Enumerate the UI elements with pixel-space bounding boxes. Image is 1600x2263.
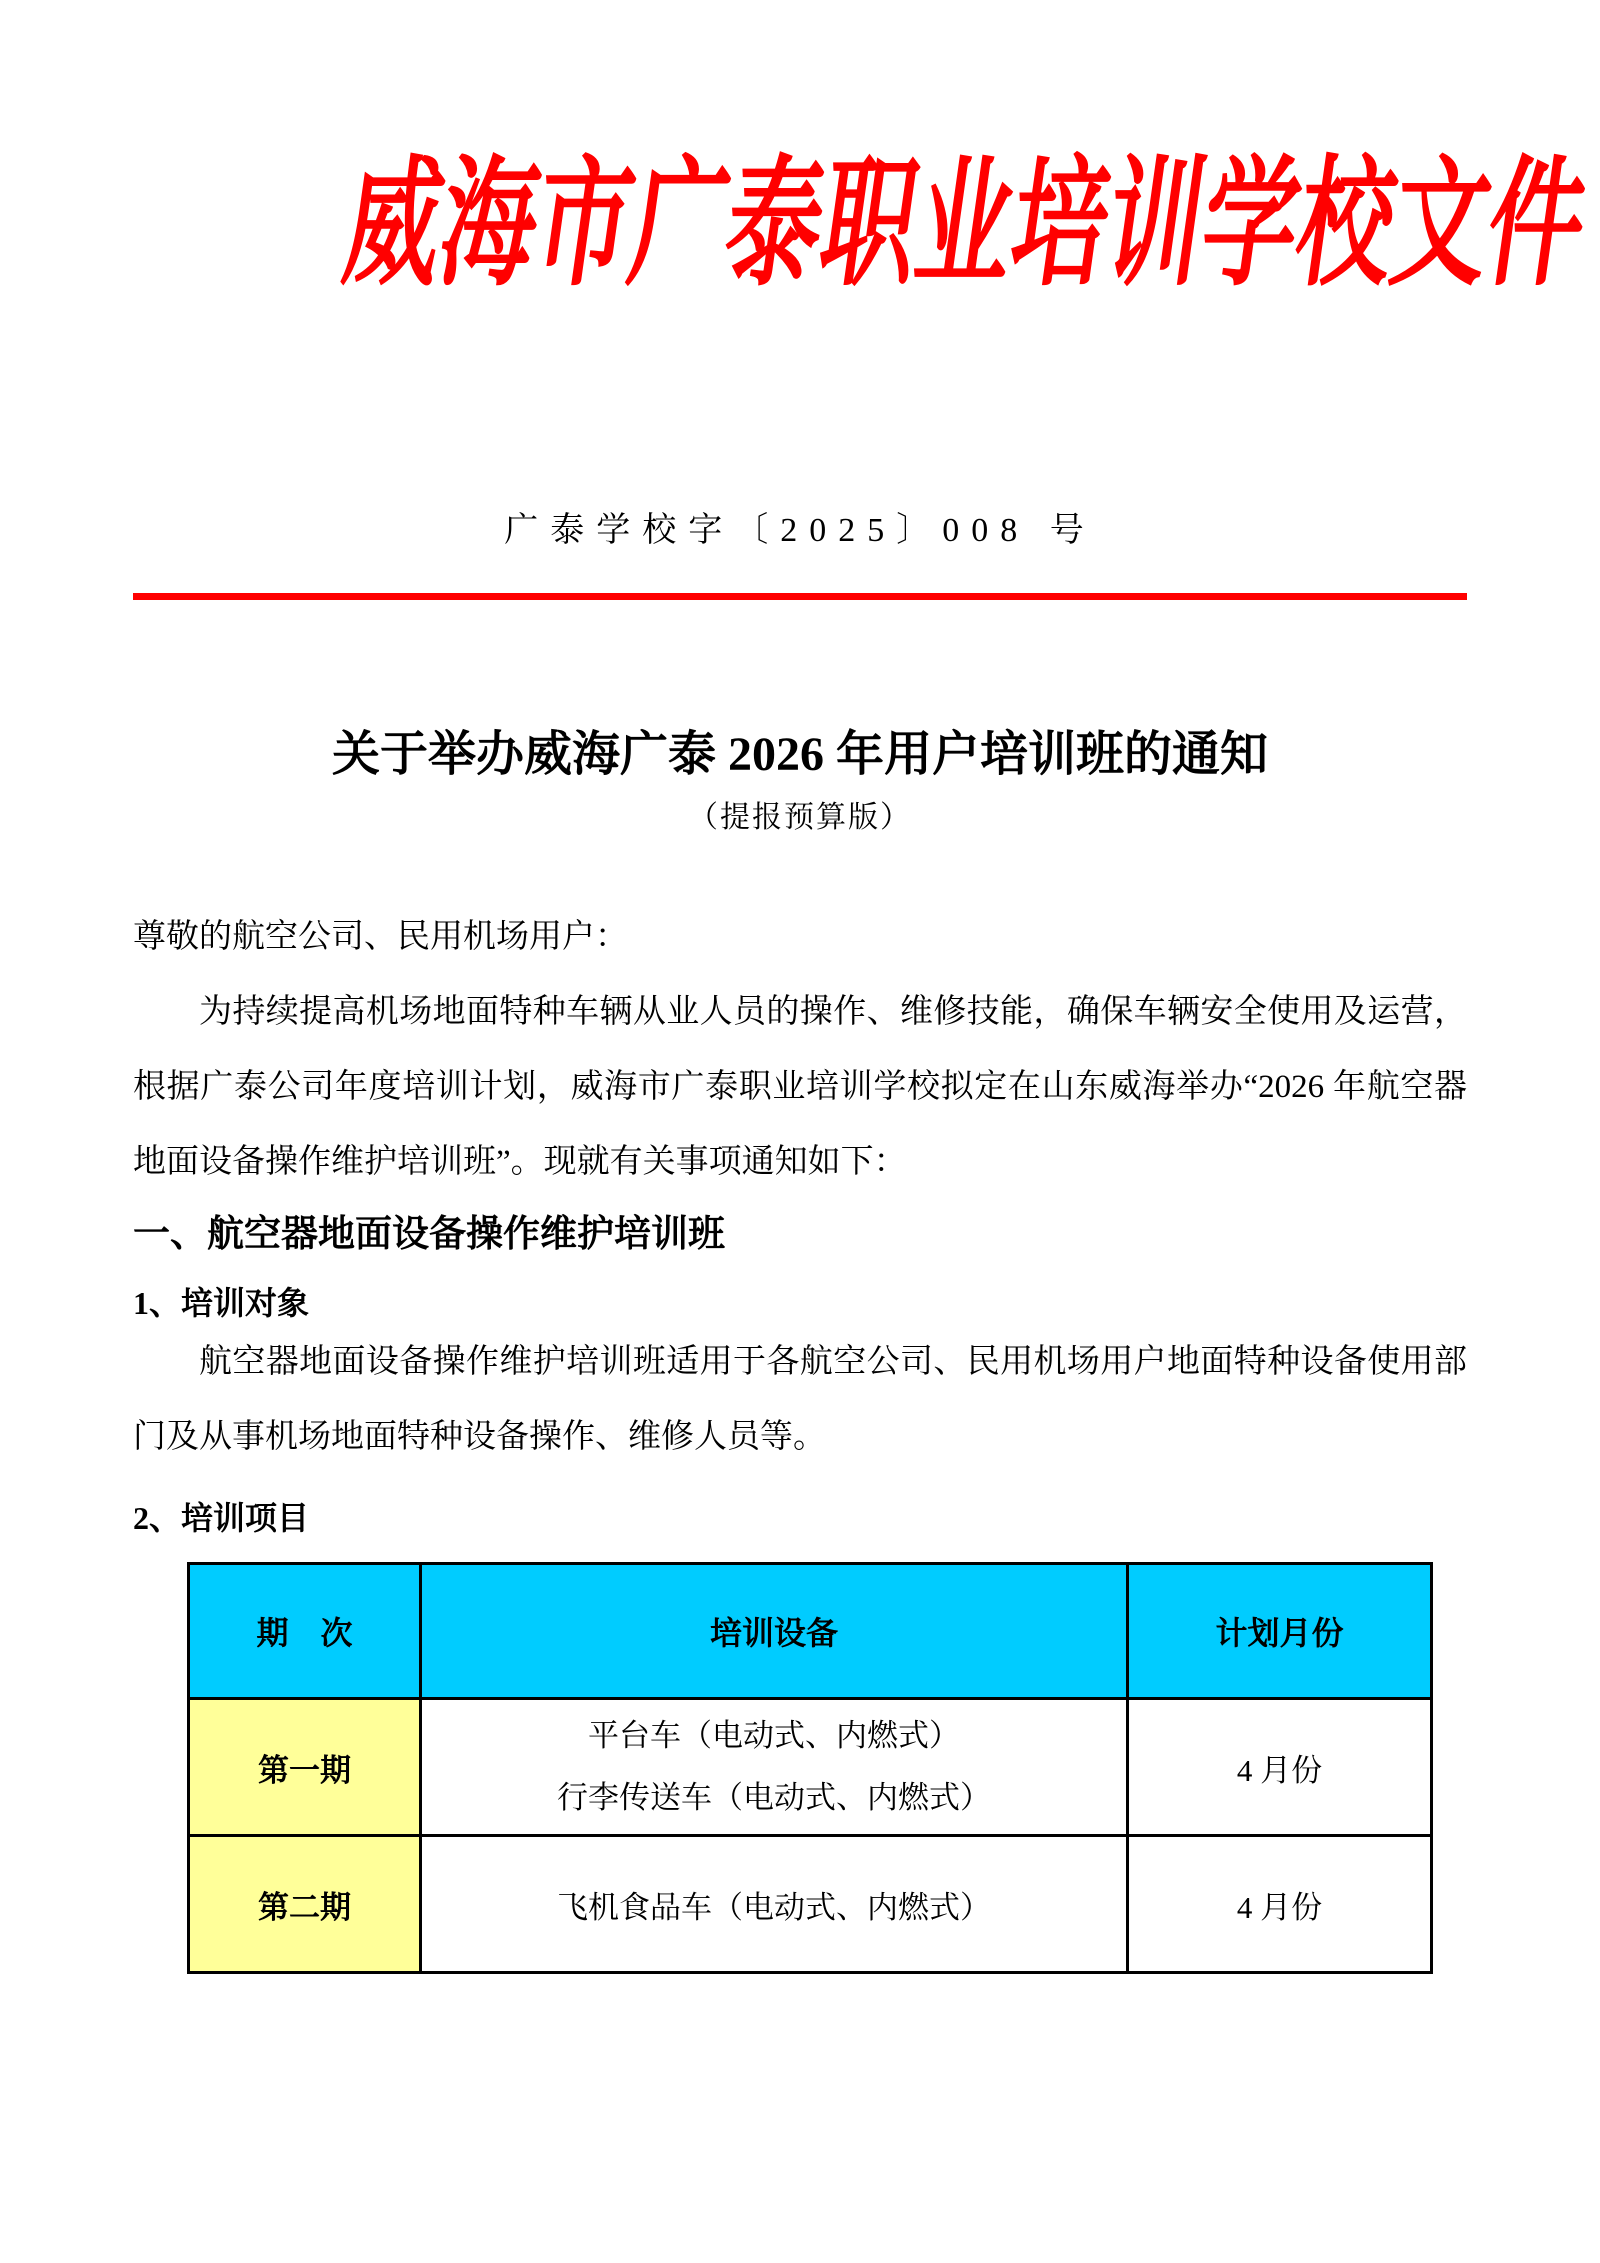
sub1-heading: 1、培训对象 — [133, 1284, 310, 1321]
col-header-month: 计划月份 — [1128, 1564, 1432, 1699]
table-header-row — [189, 1564, 1432, 1699]
period-cell: 第一期 — [189, 1699, 421, 1836]
training-schedule-table — [187, 1562, 1433, 1974]
salutation: 尊敬的航空公司、民用机场用户： — [133, 918, 628, 955]
banner-title: 威海市广泰职业培训学校文件 — [335, 148, 1595, 303]
doc-number: 广泰学校字〔2025〕008 号 — [504, 512, 1096, 550]
intro-paragraph: 为持续提高机场地面特种车辆从业人员的操作、维修技能，确保车辆安全使用及运营，根据广泰公司年度培训计划，威海市广泰职业培训学校拟定在山东威海举办“2026 年航空器地面设备操作维护培训班”。现就有关事项通知如下： — [133, 993, 1467, 1180]
equipment-cell: 飞机食品车（电动式、内燃式） — [421, 1836, 1128, 1973]
table-row — [189, 1699, 1432, 1836]
notice-subtitle: （提报预算版） — [688, 800, 912, 834]
equipment-cell — [421, 1699, 1128, 1836]
equipment-line: 行李传送车（电动式、内燃式） — [557, 1780, 991, 1816]
equipment-line: 平台车（电动式、内燃式） — [588, 1718, 960, 1754]
sub2-heading: 2、培训项目 — [133, 1499, 310, 1536]
section1-heading: 一、航空器地面设备操作维护培训班 — [133, 1213, 725, 1255]
col-header-equipment: 培训设备 — [421, 1564, 1128, 1699]
col-header-period: 期 次 — [189, 1564, 421, 1699]
period-cell: 第二期 — [189, 1836, 421, 1973]
red-divider-line — [133, 593, 1467, 600]
sub1-paragraph: 航空器地面设备操作维护培训班适用于各航空公司、民用机场用户地面特种设备使用部门及从事机场地面特种设备操作、维修人员等。 — [133, 1343, 1467, 1455]
table-row — [189, 1836, 1432, 1973]
month-cell: 4 月份 — [1128, 1699, 1432, 1836]
month-cell: 4 月份 — [1128, 1836, 1432, 1973]
notice-title: 关于举办威海广泰 2026 年用户培训班的通知 — [331, 728, 1268, 782]
